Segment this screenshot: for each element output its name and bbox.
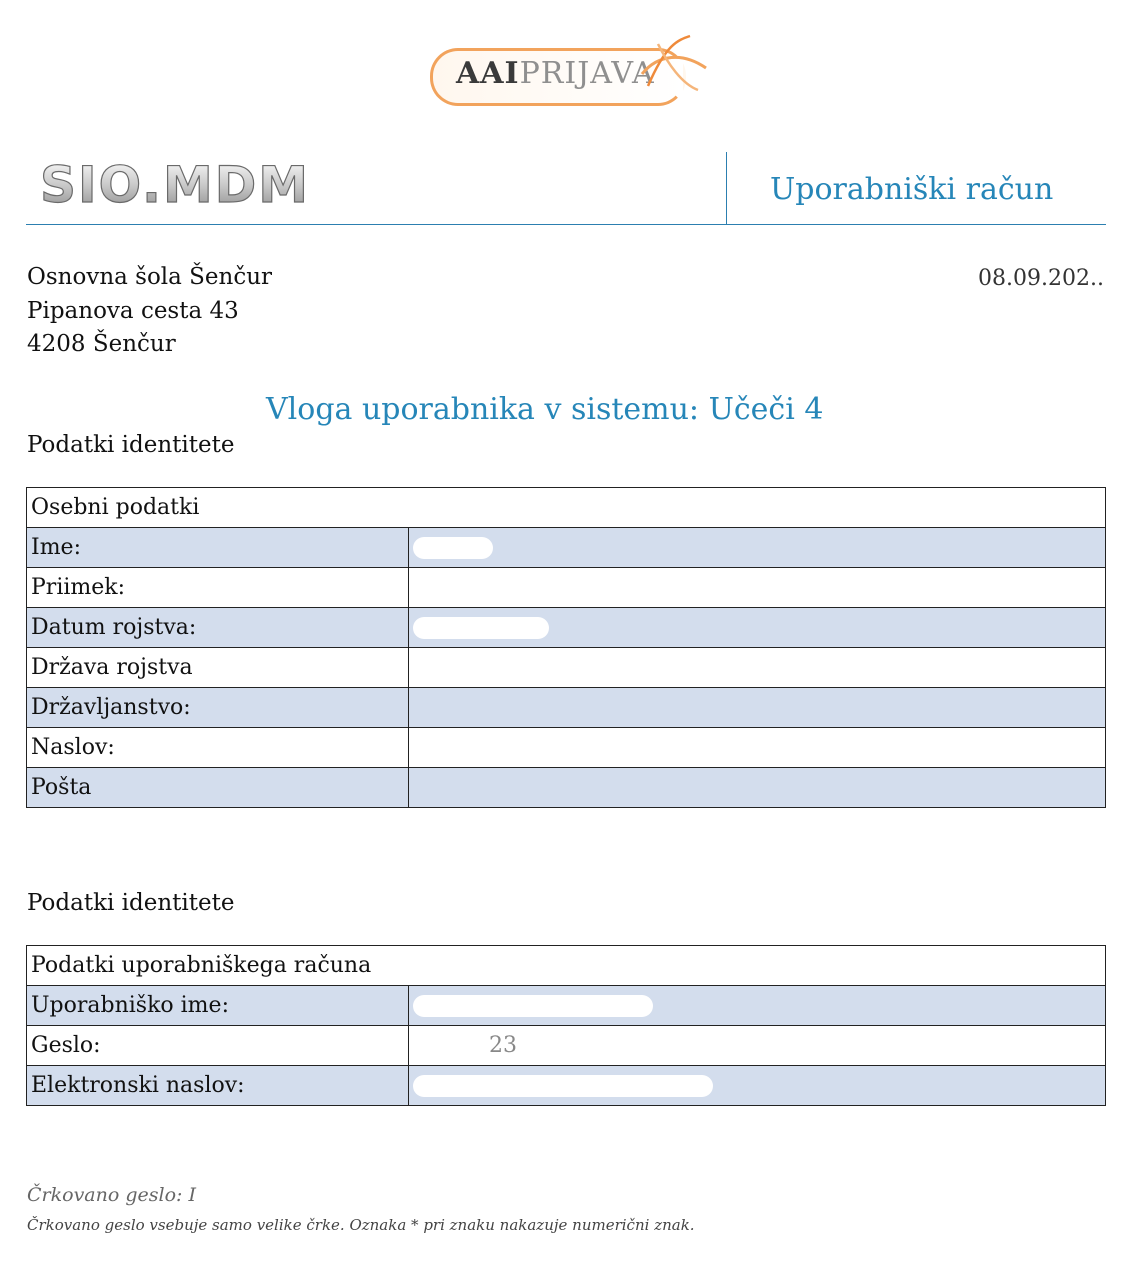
personal-data-table — [26, 487, 1106, 808]
redaction-mark — [413, 1035, 489, 1057]
row-value — [409, 1066, 1106, 1106]
spelled-password-value: I — [188, 1184, 196, 1206]
row-value — [409, 728, 1106, 768]
row-label: Geslo: — [27, 1026, 409, 1066]
row-label: Državljanstvo: — [27, 688, 409, 728]
redaction-mark — [413, 537, 493, 559]
personal-table-heading: Osebni podatki — [27, 488, 1106, 528]
table-row — [27, 568, 1106, 608]
table-heading-row — [27, 488, 1106, 528]
aai-prijava-logo — [428, 34, 708, 114]
personal-section-label: Podatki identitete — [27, 432, 235, 458]
aai-logo-part1: AAI — [456, 56, 520, 91]
spelled-password-explanation: Črkovano geslo vsebuje samo velike črke. Oznaka * pri znaku nakazuje numerični znak. — [27, 1216, 695, 1234]
row-value — [409, 688, 1106, 728]
aai-logo-part2: PRIJAVA — [519, 56, 655, 91]
account-table-heading: Podatki uporabniškega računa — [27, 946, 1106, 986]
redaction-mark — [413, 995, 653, 1017]
row-label: Naslov: — [27, 728, 409, 768]
table-row — [27, 648, 1106, 688]
table-row — [27, 528, 1106, 568]
row-value — [409, 648, 1106, 688]
row-label: Država rojstva — [27, 648, 409, 688]
aai-logo-text — [456, 56, 655, 91]
row-value — [409, 986, 1106, 1026]
row-label: Ime: — [27, 528, 409, 568]
row-value — [409, 768, 1106, 808]
row-value-text: 23 — [489, 1033, 517, 1058]
row-label: Datum rojstva: — [27, 608, 409, 648]
row-label: Uporabniško ime: — [27, 986, 409, 1026]
row-label: Elektronski naslov: — [27, 1066, 409, 1106]
row-value — [409, 1026, 1106, 1066]
aai-swirl-icon — [638, 34, 710, 96]
redaction-mark — [413, 1075, 713, 1097]
header-underline — [26, 224, 1106, 225]
row-value — [409, 568, 1106, 608]
school-name: Osnovna šola Šenčur — [27, 264, 273, 290]
header-divider — [726, 152, 727, 224]
account-section-label: Podatki identitete — [27, 890, 235, 916]
table-row — [27, 688, 1106, 728]
table-row — [27, 728, 1106, 768]
sio-mdm-logo — [38, 160, 438, 212]
role-title: Vloga uporabnika v sistemu: Učeči 4 — [266, 392, 824, 427]
row-label: Priimek: — [27, 568, 409, 608]
row-label: Pošta — [27, 768, 409, 808]
school-street: Pipanova cesta 43 — [27, 298, 239, 324]
document-date: 08.09.202.. — [978, 266, 1104, 291]
school-city: 4208 Šenčur — [27, 331, 176, 357]
account-data-table — [26, 945, 1106, 1106]
row-value — [409, 528, 1106, 568]
spelled-password — [27, 1184, 196, 1206]
table-row — [27, 1026, 1106, 1066]
spelled-password-label: Črkovano geslo: — [27, 1184, 183, 1206]
table-row — [27, 986, 1106, 1026]
sio-logo-text: SIO.MDM — [40, 160, 311, 212]
table-heading-row — [27, 946, 1106, 986]
table-row — [27, 608, 1106, 648]
table-row — [27, 768, 1106, 808]
table-row — [27, 1066, 1106, 1106]
redaction-mark — [413, 617, 549, 639]
page-title: Uporabniški račun — [770, 172, 1054, 207]
row-value — [409, 608, 1106, 648]
